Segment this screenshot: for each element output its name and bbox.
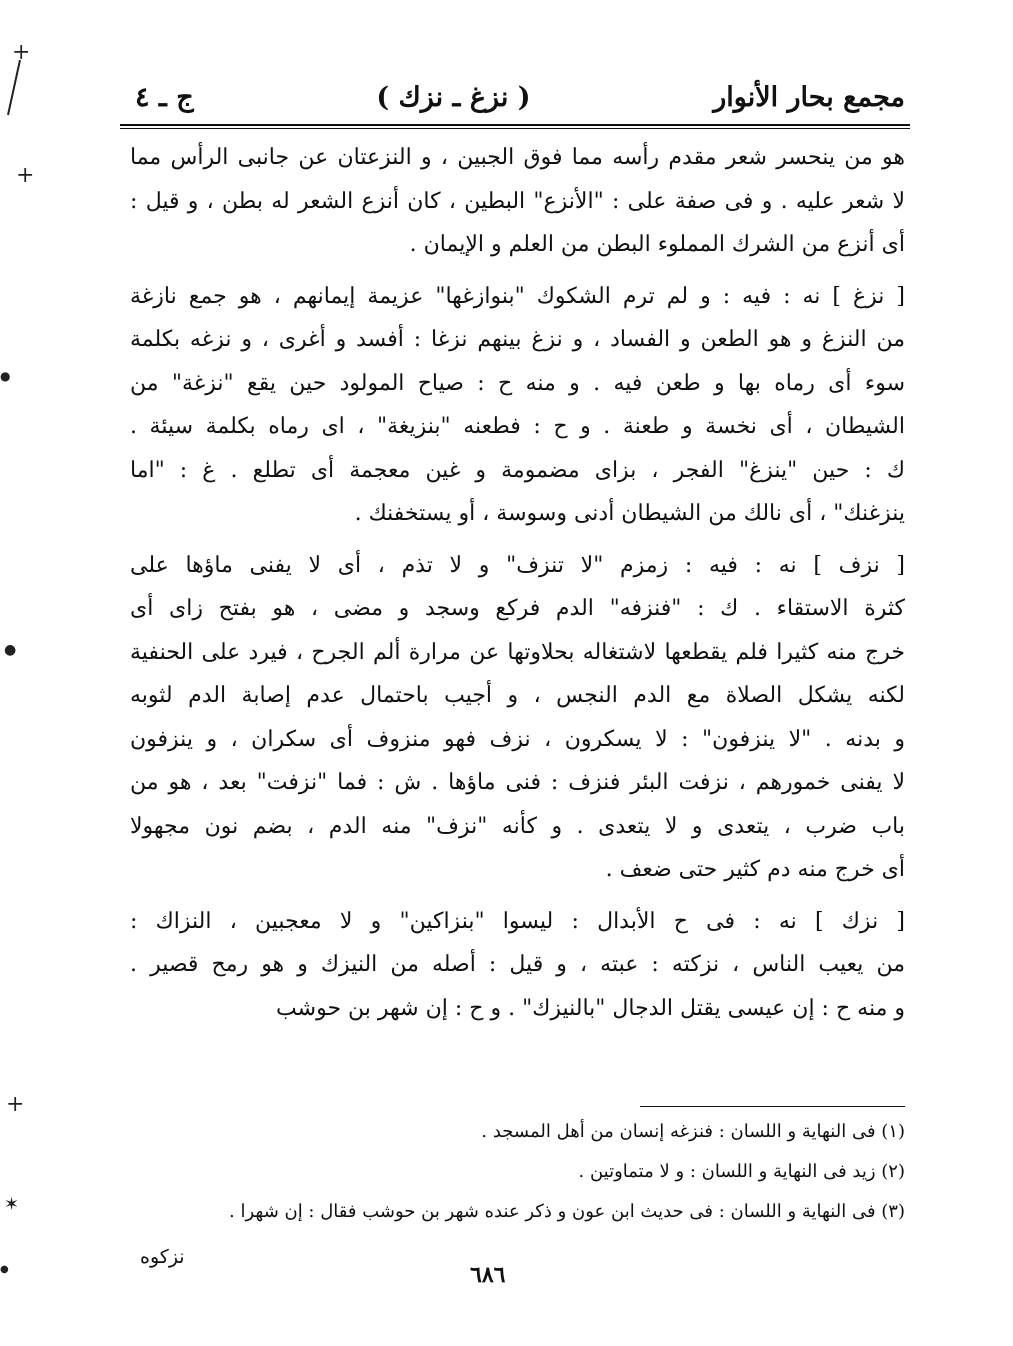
text-line: [ نزك ] نه : فى ح الأبدال : ليسوا "بنزاكين" و لا معجبين ، النزاك :: [130, 908, 905, 934]
margin-tick-icon: [0, 60, 24, 120]
paragraph-nazak: [130, 900, 905, 1031]
paragraph-nazaa: [130, 136, 905, 267]
text-line: ك : حين "ينزغ" الفجر ، بزاى مضمومة و غين معجمة أى تطلع . غ : "اما: [130, 457, 905, 483]
text-line: خرج منه كثيرا فلم يقطعها لاشتغاله بحلاوتها عن مرارة ألم الجرح ، فيرد على الحنفية: [130, 639, 905, 665]
margin-dot-icon: ●: [0, 1264, 9, 1275]
margin-dot-icon: ●: [0, 369, 11, 383]
footnote-1: (١) فى النهاية و اللسان : فنزغه إنسان من أهل المسجد .: [481, 1121, 905, 1142]
text-line: أى خرج منه دم كثير حتى ضعف .: [605, 857, 905, 882]
running-header: [135, 72, 905, 122]
text-line: لكنه يشكل الصلاة مع الدم النجس ، و أجيب باحتمال عدم إصابة الدم لثوبه: [130, 683, 905, 708]
catchword: نزكوه: [140, 1246, 185, 1268]
text-line: ينزغنك" ، أى نالك من الشيطان أدنى وسوسة ، أو يستخفنك .: [354, 501, 905, 526]
volume-label: ج ـ ٤: [135, 81, 194, 113]
main-text: [130, 136, 905, 1038]
text-line: أى أنزع من الشرك المملوء البطن من العلم و الإيمان .: [409, 232, 905, 257]
text-line: لا شعر عليه . و فى صفة على : "الأنزع" البطين ، كان أنزع الشعر له بطن ، و قيل :: [130, 188, 905, 214]
header-rule-thin: [120, 128, 910, 129]
paragraph-nazaf: [130, 544, 905, 892]
text-line: [ نزف ] نه : فيه : زمزم "لا تنزف" و لا تذم ، أى لا يفنى ماؤها على: [130, 552, 905, 578]
margin-cross-icon: +: [6, 1092, 25, 1117]
text-line: و بدنه . "لا ينزفون" : لا يسكرون ، نزف فهو منزوف أى سكران ، و ينزفون: [130, 726, 905, 752]
section-heading: ( نزغ ـ نزك ): [376, 81, 531, 113]
text-line: سوء أى رماه بها و طعن فيه . و منه ح : صياح المولود حين يقع "نزغة" من: [130, 370, 905, 396]
margin-star-icon: ✶: [4, 1194, 20, 1215]
margin-cross-icon: +: [16, 163, 35, 188]
footnote-2: (٢) زيد فى النهاية و اللسان : و لا متماوتين .: [578, 1161, 905, 1182]
text-line: من النزغ و هو الطعن و الفساد ، و نزغ بينهم نزغا : أفسد و أغرى ، و نزغه بكلمة: [130, 327, 905, 352]
text-line: [ نزغ ] نه : فيه : و لم ترم الشكوك "بنوازغها" عزيمة إيمانهم ، هو جمع نازغة: [130, 283, 905, 309]
text-line: باب ضرب ، يتعدى و لا يتعدى . و كأنه "نزف" منه الدم ، بضم نون مجهولا: [130, 813, 905, 839]
text-line: من يعيب الناس ، نزكته : عبته ، و قيل : أصله من النيزك و هو رمح قصير .: [130, 952, 905, 977]
book-title: مجمع بحار الأنوار: [713, 81, 905, 113]
text-line: و منه ح : إن عيسى يقتل الدجال "بالنيزك" . و ح : إن شهر بن حوشب: [276, 995, 905, 1021]
page-number: ٦٨٦: [470, 1262, 506, 1288]
footnote-3: (٣) فى النهاية و اللسان : فى حديث ابن عون و ذكر عنده شهر بن حوشب فقال : إن شهرا .: [229, 1201, 905, 1222]
footnote-rule: [640, 1106, 905, 1107]
paragraph-nazagh: [130, 275, 905, 536]
text-line: هو من ينحسر شعر مقدم رأسه مما فوق الجبين ، و النزعتان عن جانبى الرأس مما: [130, 145, 905, 170]
header-rule-thick: [120, 124, 910, 126]
text-line: لا يفنى خمورهم ، نزفت البئر فنزف : فنى ماؤها . ش : فما "نزفت" بعد ، هو من: [130, 770, 905, 795]
footnotes: [130, 1112, 905, 1232]
text-line: كثرة الاستقاء . ك : "فنزفه" الدم فركع وسجد و مضى ، هو بفتح زاى أى: [130, 596, 905, 621]
margin-dot-icon: ●: [4, 642, 17, 658]
margin-cross-icon: +: [12, 40, 31, 65]
text-line: الشيطان ، أى نخسة و طعنة . و ح : فطعنه "بنزيغة" ، اى رماه بكلمة سيئة .: [130, 414, 905, 439]
